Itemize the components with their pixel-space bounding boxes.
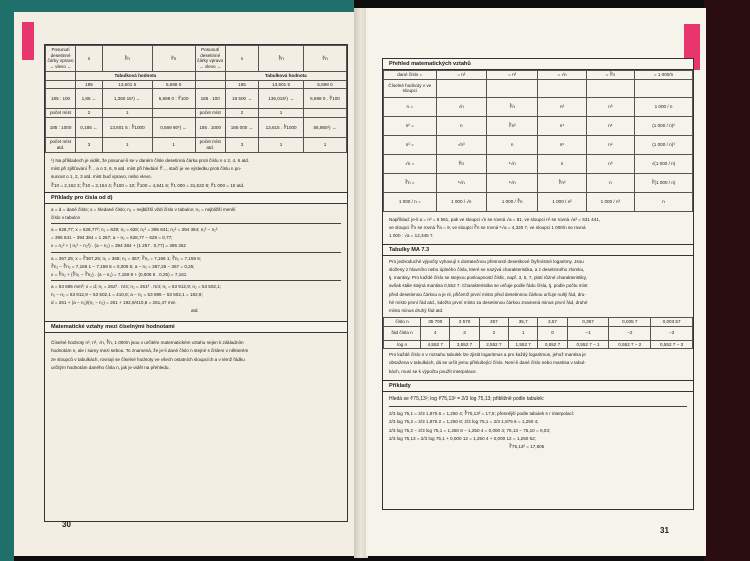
table-cell: 1 [303, 138, 346, 152]
table-cell: 1 000 / n = [384, 192, 437, 211]
table-header-cell: = √n [538, 71, 586, 80]
text-line: hodnotám n, ale i samy mezi sebou. To znamená, že je-li dané číslo n stejné s číslem v některém [51, 348, 249, 354]
table-cell: 1 [259, 109, 304, 118]
table-cell: 13,601 5 : ∛1000 [102, 118, 152, 138]
table-cell: √n [436, 97, 486, 116]
footnote-line: ¹) Na příkladech je vidět, že posunuí-li se v daném čísle desetinná čárka proti číslu n o 2, 4, 6 atd. [51, 157, 250, 163]
table-cell: 185 . 100 [195, 89, 225, 109]
text-line: před desetinnou čárkou a je nl, přičemž první místo před desetinnou čárkou určuje nultý řád, dru- [389, 291, 586, 297]
text-line: ∛75,13² = 17,805 [509, 443, 545, 449]
table-header-cell: dané číslo = [384, 71, 437, 80]
table-cell: 1 [102, 109, 152, 118]
text-line: tj. mantisy. Pro každé číslo se stejnou posloupností číslic, např. 3, 5, 7, platí různé charakteristiky, [389, 275, 587, 281]
table-header-cell: n [225, 46, 258, 72]
table-cell: ∛n² [486, 116, 537, 135]
table-cell: √n = [384, 154, 437, 173]
text-line: hé místo první řád atd., kdežto první místo za desetinnou čárkou znamená minus první řád, druhé [389, 299, 588, 305]
table-header-cell: Posunutí desetinné čárky vpravo → vlevo ← [46, 46, 76, 72]
table-cell: log n [384, 340, 421, 349]
divider [51, 280, 341, 281]
relations-text [45, 333, 347, 373]
table-cell [538, 79, 586, 97]
text-line: Pro jednoduché výpočty vyhovují s dostatečnou přesností desetikové čtyřmístné logaritmy. Jsou [389, 259, 584, 265]
divider [51, 223, 341, 224]
table-cell: 4,552 7 [421, 340, 450, 349]
text-line: 1 000 : √a = 12,345 7. [389, 232, 434, 238]
table-cell: 3,57 [538, 317, 567, 326]
table-cell: 1 [259, 138, 304, 152]
table-cell: 2 [76, 109, 103, 118]
text-line: n₁ − n₂ = 53 912,9 − 53 502,1 = 410,8; a − n₂ = 53 695 − 53 502,1 = 192,9; [51, 292, 203, 298]
examples-text [45, 204, 347, 317]
text-line: Hledá se ∛75,13²; log ∛75,13² = 2/3 log 75,13; přibližně podle tabulek: [389, 395, 545, 402]
right-page-frame [382, 58, 694, 510]
tables-text [383, 256, 693, 317]
table-cell: n³ [586, 97, 634, 116]
table-cell: číslo n [384, 317, 421, 326]
table-cell: n⁶ [538, 135, 586, 154]
table-header-cell: = ∛n [586, 71, 634, 80]
examples-right-text [383, 392, 693, 453]
section-title-tables: Tabulky MA 7.3 [383, 244, 693, 256]
relations-table [383, 70, 693, 212]
text-line: 2/3 log 75,13 = 2/3 log 75,1 + 0,000 12 = 1,250 4 + 0,000 12 = 1,250 52; [389, 435, 536, 441]
divider [51, 252, 341, 253]
text-line: a = 367,25; x = ∛367,25; n₁ = 368; n₂ = 367; ∛n₁ = 7,166 1; ∛n₂ = 7,159 6; [51, 255, 202, 261]
section-title-overview: Přehled matematických vztahů [383, 59, 693, 70]
table-subheader: Tabulková hodnota [76, 71, 196, 80]
table-cell: řád čísla n [384, 326, 421, 340]
table-cell: počet míst [195, 109, 225, 118]
text-line: obsažena v tabulkách, dá se určit jemu příslušející číslo. Není-li dané číslo nebo mantisa v tabul- [389, 360, 586, 366]
table-cell: n [436, 116, 486, 135]
table-cell [486, 79, 537, 97]
text-line: 2/3 log 75,2 − 2/3 log 75,1 = 1,250 8 − 1,250 4 = 0,000 4; 75,13 − 75,10 = 0,03; [389, 427, 551, 433]
table-cell [46, 80, 76, 89]
table-cell: ∛n = [384, 173, 437, 192]
table-cell: 185 : 1000 [46, 118, 76, 138]
table-cell: 1 [152, 138, 195, 152]
table-cell: 1 [102, 138, 152, 152]
table-row [46, 89, 347, 109]
table-cell: 3 570 [450, 317, 479, 326]
table-cell: 1 [509, 326, 538, 340]
text-line: = 395 641 − 394 384 = 1 257; a − n₂ = 628,77 − 628 = 0,77; [51, 235, 173, 241]
decimal-shift-table [45, 45, 347, 153]
text-line: číslo v tabulce [51, 215, 81, 221]
table-cell: 185 [76, 80, 103, 89]
table-cell: n² = [384, 116, 437, 135]
table-cell: 1,552 7 [509, 340, 538, 349]
table-cell: ⁹√n [486, 173, 537, 192]
text-line: x = n₂² + ( n₁² − n₂²) . (a − n₂) = 394 384 + (1 257 . 0,77) = 395 352 [51, 243, 186, 249]
text-line: a = 53 695 mm³; x = d; n₁ = 262³ . π/4; n₂ = 261³ . π/4; n₁ = 53 912,9; n₂ = 53 502,1; [51, 283, 222, 289]
table-row [46, 109, 347, 118]
table-subheader: Tabulková hodnota [225, 71, 346, 80]
text-line: místo minus druhý řád atd. [389, 307, 444, 313]
section-title-relations: Matematické vztahy mezi číselnými hodnotami [45, 321, 347, 333]
table-cell: 0,035 7 [609, 317, 651, 326]
table-cell: 1 000 / n² [538, 192, 586, 211]
table-cell: počet míst atd. [195, 138, 225, 152]
divider [389, 406, 687, 407]
table-header-cell: = n² [436, 71, 486, 80]
table-cell: 357 [479, 317, 508, 326]
table-cell: 5,698 0 [152, 80, 195, 89]
table-cell: 5,698 0 : ∜100 [152, 89, 195, 109]
table-cell: 0 [538, 326, 567, 340]
bookmark-tab-left [22, 22, 34, 60]
table-cell: n [635, 192, 693, 211]
table-row [384, 116, 693, 135]
table-cell: 1 000 / n [635, 97, 693, 116]
section-title-examples-right: Příklady [383, 380, 693, 392]
table-row [46, 118, 347, 138]
table-cell: 0,552 7 [538, 340, 567, 349]
table-row [384, 71, 693, 80]
table-header-cell: Posunutí desetinné čárky vpravo → vlevo ← [195, 46, 225, 72]
footnote-line: ∛10 = 2,162 3; ∛10 = 2,154 4; ∛100 = 10; ∛100 = 4,641 6; ∜1 000 = 31,622 8; ∜1 000 = 10 atd. [51, 182, 245, 188]
table-row [46, 46, 347, 72]
table-header-cell: = n³ [486, 71, 537, 80]
table-cell: −2 [609, 326, 651, 340]
table-cell: 0,003 57 [651, 317, 693, 326]
table-cell: √(1 000 / n) [635, 154, 693, 173]
table-cell: 185 000 → [225, 118, 258, 138]
text-line: x = ∛n₂ + (∛n₁ − ∛n₂) . (a − n₂) = 7,159 6 + (0,006 5 . 0,25) = 7,161 [51, 271, 187, 277]
table-cell: 1,85 ← [76, 89, 103, 109]
table-cell: 3,552 7 [450, 340, 479, 349]
table-cell: 56,980¹) → [303, 118, 346, 138]
table-cell: n [586, 173, 634, 192]
table-cell: n [486, 135, 537, 154]
table-cell: n² [538, 97, 586, 116]
page-number-right: 31 [660, 526, 669, 535]
table-cell: ∜n [436, 154, 486, 173]
table-row [384, 192, 693, 211]
section-title-examples: Příklady pro čísla od d) [45, 192, 347, 204]
table-cell: 0,569 80¹) ← [152, 118, 195, 138]
table-row [384, 317, 693, 326]
table-cell: 1 000 / n³ [586, 192, 634, 211]
table-cell: 0,185 ← [76, 118, 103, 138]
table-header-cell: n [76, 46, 103, 72]
table-header-cell: ∜n [152, 46, 195, 72]
table-cell [303, 109, 346, 118]
table-cell: 185 . 1000 [195, 118, 225, 138]
table-cell: n⁴ [538, 116, 586, 135]
table-header-cell: = 1 000/n [635, 71, 693, 80]
table-row [384, 135, 693, 154]
text-line: 2/3 log 75,1 = 2/3 1,875 6 = 1,250 4; ∛75,13² = 17,8; přesnější podle tabulek s r interpolací: [389, 411, 575, 417]
text-line: d = 261 + (a − n₂)/(n₁ − n₂) = 261 + 192,9/410,8 = 261,47 mm [51, 300, 176, 306]
table-cell: 3 [450, 326, 479, 340]
table-cell: 0,552 7 − 3 [651, 340, 693, 349]
table-row [384, 97, 693, 116]
table-cell [586, 79, 634, 97]
table-row [46, 80, 347, 89]
table-cell: 1 000 / √n [436, 192, 486, 211]
table-row [46, 71, 347, 80]
table-cell: 136,015¹) → [259, 89, 304, 109]
table-row [384, 173, 693, 192]
table-cell: 35 700 [421, 317, 450, 326]
table-cell: ⁶√n [486, 154, 537, 173]
table-cell: 5,698 0 . ∜100 [303, 89, 346, 109]
table-cell: −1 [567, 326, 609, 340]
table-cell: 0,552 7 − 2 [609, 340, 651, 349]
text-line: složeny z hlavního nebo úplného čísla, které se nazývá charakteristika, a z desetinného zlomku, [389, 267, 585, 273]
table-cell: ∛(1 000 / n) [635, 173, 693, 192]
table-cell: ∛n [486, 97, 537, 116]
text-line: Například: je-li a = n² = 6 561, pak ve sloupci √n se rovná √a = 81, ve sloupci n² se rovná √a³ = 531 441, [389, 216, 601, 222]
table-cell [46, 71, 76, 80]
table-cell [152, 109, 195, 118]
table-row [384, 79, 693, 97]
text-line: určitým hodnotám daného čísla n, jak je vidět na přehledu. [51, 364, 170, 370]
table-cell: ⁶√n [436, 173, 486, 192]
table-cell: 2 [479, 326, 508, 340]
table-cell: (1 000 / n)³ [635, 135, 693, 154]
table-cell: ∛n² [538, 173, 586, 192]
text-line: Pro každé číslo n v rozsahu tabulek lze zjistit logaritmus a pro každý logaritmus, jehož mantisa je [389, 352, 586, 358]
table-cell: 13,601 5 [259, 80, 304, 89]
overview-notes [383, 212, 693, 242]
table-cell: n³ [586, 154, 634, 173]
table-cell [195, 80, 225, 89]
table-cell [195, 71, 225, 80]
table-cell: počet míst atd. [46, 138, 76, 152]
table-cell: 35,7 [509, 317, 538, 326]
table-header-cell: ∜n [303, 46, 346, 72]
footnote [45, 153, 347, 192]
footnote-line: míst při zjišťování ∛... a o 3, 6, 9 atd. míst při hledání ∜..., stačí je ve výsledku proti číslu n po- [51, 165, 242, 171]
table-row [46, 138, 347, 152]
text-line: ze sloupců v tabulkách, rovnají se číselné hodnoty ve všech ostatních sloupcích a v témž řádku [51, 356, 245, 362]
table-cell: 0,357 [567, 317, 609, 326]
page-number-left: 30 [62, 520, 71, 529]
text-line: 2/3 log 75,2 = 2/3 1,876 2 = 1,250 8; 2/3 log 75,1 = 2/3 1,875 6 = 1,250 4; [389, 419, 539, 425]
text-line: a = d = dané číslo; x = hledané číslo; n₁ = nejbližší vždi číslo v tabulce; n₂ = nejbližší menší [51, 207, 236, 213]
table-cell: počet míst [46, 109, 76, 118]
table-cell: 1 000 / ∛n [486, 192, 537, 211]
table-header-cell: ∛n [102, 46, 152, 72]
table-cell: n [538, 154, 586, 173]
text-line: a = 628,77; x = 628,77²; n₁ = 629; n₂ = 628; n₁² = 395 641; n₂² = 394 384; n₁² − n₂² [51, 227, 218, 233]
table-cell: 18 500 → [225, 89, 258, 109]
table-cell: 13,615 . ∛1000 [259, 118, 304, 138]
table-row [384, 326, 693, 340]
book-cover-edge-left [0, 0, 14, 561]
table-cell: 3 [76, 138, 103, 152]
table-cell: 0,552 7 − 1 [567, 340, 609, 349]
table-cell: n⁹ [586, 135, 634, 154]
footnote-line: sunout o 1, 2, 3 atd. míst buď vpravo, nebo vlevo. [51, 173, 152, 179]
table-row [384, 154, 693, 173]
table-row [384, 340, 693, 349]
table-cell: 4 [421, 326, 450, 340]
text-line: Číselné hodnoty n², n³, √n, ∛n, 1 000/n jsou v určitém matematickém vztahu nejen k základním [51, 340, 244, 346]
text-line: ∛n₁ − ∛n₂ = 7,166 1 − 7,159 6 = 0,006 5; a − n₂ = 367,25 − 367 = 0,25; [51, 263, 195, 269]
table-cell [635, 79, 693, 97]
table-cell: √n³ [436, 135, 486, 154]
table-cell: n⁶ [586, 116, 634, 135]
table-cell: −3 [651, 326, 693, 340]
table-cell: 1,360 15¹) ← [102, 89, 152, 109]
left-page-frame [44, 44, 348, 522]
table-cell: 13,601 5 [102, 80, 152, 89]
table-cell: 185 : 100 [46, 89, 76, 109]
text-line: atd. [191, 308, 199, 314]
text-line: ve sloupci ∛n se rovná ∜a = 9, ve sloupci ∛n se rovná ⁶√a = 4,326 7, ve sloupci 1 000/n se rovná [389, 224, 586, 230]
text-line: kách, musí se k výpočtu použít interpolace. [389, 368, 477, 374]
text-line: avšak stále stejná mantisa 0,552 7. Charakteristika se určuje podle řádu čísla, tj. podle počtu míst [389, 283, 588, 289]
table-cell: 3 [225, 138, 258, 152]
table-cell [436, 79, 486, 97]
table-cell: 185 [225, 80, 258, 89]
log-table [383, 317, 693, 349]
table-cell: 5,698 0 [303, 80, 346, 89]
table-header-cell: ∛n [259, 46, 304, 72]
table-cell: n³ = [384, 135, 437, 154]
table-cell: 2 [225, 109, 258, 118]
table-cell: Číselné hodnoty v ve sloupci [384, 79, 437, 97]
table-cell: (1 000 / n)² [635, 116, 693, 135]
table-cell: n = [384, 97, 437, 116]
book-cover-edge-right [704, 0, 750, 561]
tables-text-continued [383, 349, 693, 377]
table-cell: 2,552 7 [479, 340, 508, 349]
